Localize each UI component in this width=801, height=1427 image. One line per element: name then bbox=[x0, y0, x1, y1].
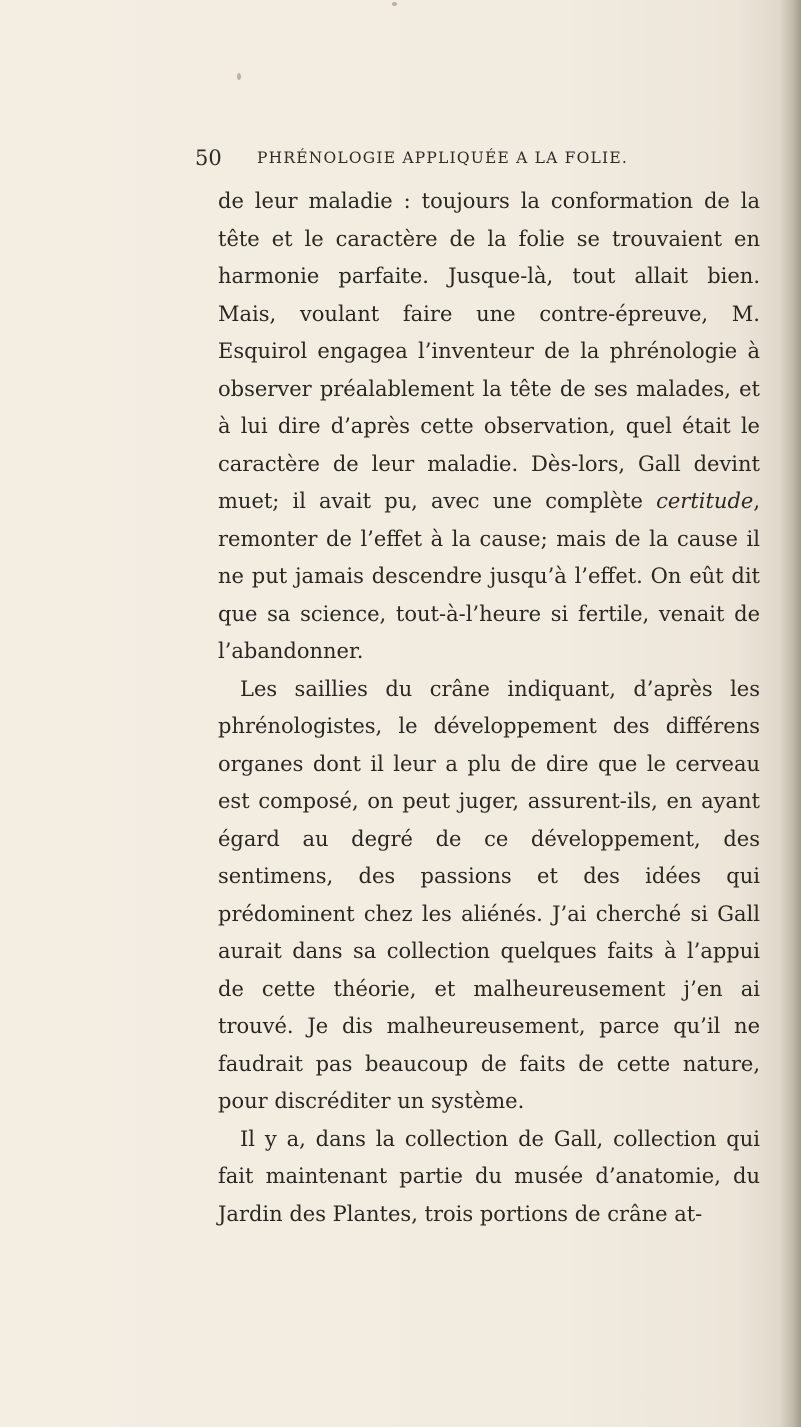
page-edge-shadow bbox=[779, 0, 801, 1427]
body-text bbox=[218, 183, 760, 1233]
page-number: 50 bbox=[195, 146, 222, 170]
paragraph-1-text-after: , remonter de l’effet à la cause; mais de la cause il ne put jamais descendre jusqu’à l’effet. On eût dit que sa science, tout-à-l’heure si fertile, venait de l’abandonner. bbox=[218, 489, 760, 663]
paragraph-3: Il y a, dans la collection de Gall, collection qui fait maintenant partie du musée d’anatomie, du Jardin des Plantes, trois portions de crâne at- bbox=[218, 1126, 760, 1226]
page-header bbox=[195, 146, 755, 176]
italic-word: certitude bbox=[656, 489, 754, 513]
paper-speck bbox=[237, 73, 241, 80]
paragraph-1 bbox=[218, 183, 760, 671]
paragraph-2: Les saillies du crâne indiquant, d’après les phrénologistes, le développement des différens organes dont il leur a plu de dire que le cerveau est composé, on peut juger, assurent-ils, en ayant égard au degré de ce développement, des sentimens, des passions et des idées qui prédominent chez les aliénés. J’ai cherché si Gall aurait dans sa collection quelques faits à l’appui de cette théorie, et malheureusement j’en ai trouvé. Je dis malheureusement, parce qu’il ne faudrait pas beaucoup de faits de cette nature, pour discréditer un système. bbox=[218, 676, 760, 1113]
running-title: PHRÉNOLOGIE APPLIQUÉE A LA FOLIE. bbox=[257, 149, 628, 167]
paragraph-1-text-before: de leur maladie : toujours la conformation de la tête et le caractère de la folie se trouvaient en harmonie parfaite. Jusque-là, tout allait bien. Mais, voulant faire une contre-épreuve, M. Esquirol engagea l’inventeur de la phrénologie à observer préalablement la tête de ses malades, et à lui dire d’après cette observation, quel était le caractère de leur maladie. Dès-lors, Gall devint muet; il avait pu, avec une complète bbox=[218, 189, 760, 513]
paper-speck bbox=[392, 2, 397, 6]
